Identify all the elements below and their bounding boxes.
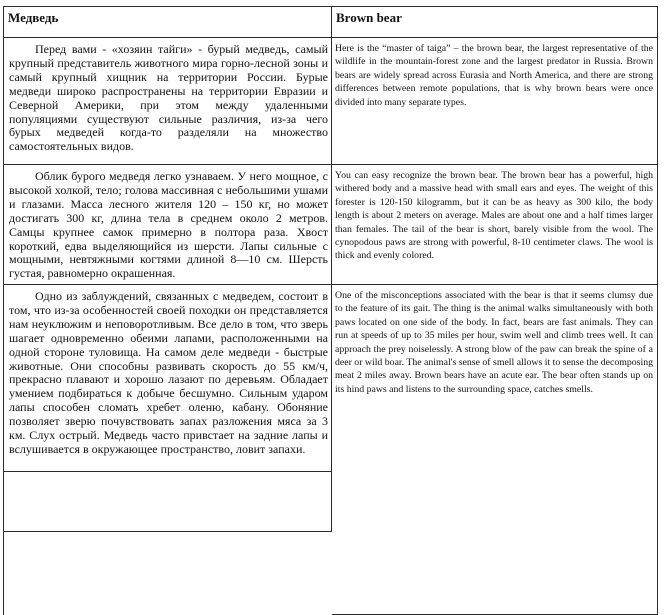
english-column-header-cell [332,7,658,38]
russian-paragraph-2: Облик бурого медведя легко узнаваем. У него мощное, с высокой холкой, тело; голова массивная с небольшими ушами и глазами. Масса лесного жителя 120 – 150 кг, но может достигать 300 кг, длина тела в среднем около 2 метров. Самцы крупнее самок примерно в полтора раза. Хвост короткий, едва выделяющийся из шерсти. Лапы сильные с мощными, невтяжными когтями длиной 8—10 см. Шерсть густая, равномерно окрашенная. [9,169,328,281]
english-column-title: Brown bear [336,10,402,25]
english-paragraph-3: One of the misconceptions associated with the bear is that it seems clumsy due to the feature of its gait. The thing is the animal walks simultaneously with both paws located on one side of the body. In fact, bears are fast animals. They can run at speeds of up to 35 miles per hour, swim well and climb trees well. It can approach the prey noiselessly. A strong blow of the paw can break the spine of a deer or wild boar. The animal's sense of smell allows it to sense the decomposing meat 2 miles away. Brown bears have an acute ear. The bear often stands up on its hind paws and listens to the surrounding space, catches smells. [335,290,654,395]
english-paragraph-cell-2 [332,165,658,285]
russian-column [4,7,332,615]
russian-paragraph-1: Перед вами - «хозяин тайги» - бурый медведь, самый крупный представитель животного мира горно-лесной зоны и самый крупный хищник на территории России. Бурые медведи широко распространены на территории Евразии и Северной Америки, при этом между удаленными популяциями существуют сильные различия, из-за чего бурых медведей когда-то разделяли на множество самостоятельных видов. [9,42,328,154]
bilingual-bear-table [3,6,658,615]
russian-column-header-cell [4,7,332,38]
russian-paragraph-cell-3 [4,285,332,472]
russian-paragraph-cell-1 [4,38,332,165]
english-paragraph-1: Here is the “master of taiga” – the brown bear, the largest representative of the wildlife in the mountain-forest zone and the largest predator in Russia. Brown bears are widely spread across Eurasia and North America, and there are strong differences between remote populations, that is why brown bears were once divided into many separate types. [335,43,653,108]
russian-paragraph-cell-2 [4,165,332,285]
english-column [332,7,658,615]
russian-paragraph-3: Одно из заблуждений, связанных с медведем, состоит в том, что из-за особенностей своей походки он представляется нам неуклюжим и неповоротливым. Все дело в том, что зверь шагает одновременно обеими лапами, расположенными на одной стороне туловища. На самом деле медведи - быстрые животные. Они способны развивать скорость до 55 км/ч, прекрасно плавают и хорошо лазают по деревьям. Обладает умением подбираться к добыче бесшумно. Сильным ударом лапы способен сломать хребет оленю, кабану. Обоняние позволяет зверю почувствовать запах разложения мяса за 3 км. Слух острый. Медведь часто привстает на задние лапы и вслушивается в окружающее пространство, ловит запахи. [9,289,328,456]
english-paragraph-2: You can easy recognize the brown bear. The brown bear has a powerful, high withered body and a massive head with small ears and eyes. The weight of this forester is 120-150 kilogramm, but it can be as heavy as 300 kilo, the body length is about 2 meters on average. Males are about one and a half times larger than females. The tail of the bear is short, barely visible from the wool. The cynopodous paws are strong with powerful, 8-10 centimeter claws. The wool is thick and evenly colored. [335,170,653,262]
russian-empty-continuation-cell [4,472,332,532]
english-paragraph-cell-1 [332,38,658,165]
english-paragraph-cell-3 [332,285,658,615]
russian-column-title: Медведь [8,10,59,25]
